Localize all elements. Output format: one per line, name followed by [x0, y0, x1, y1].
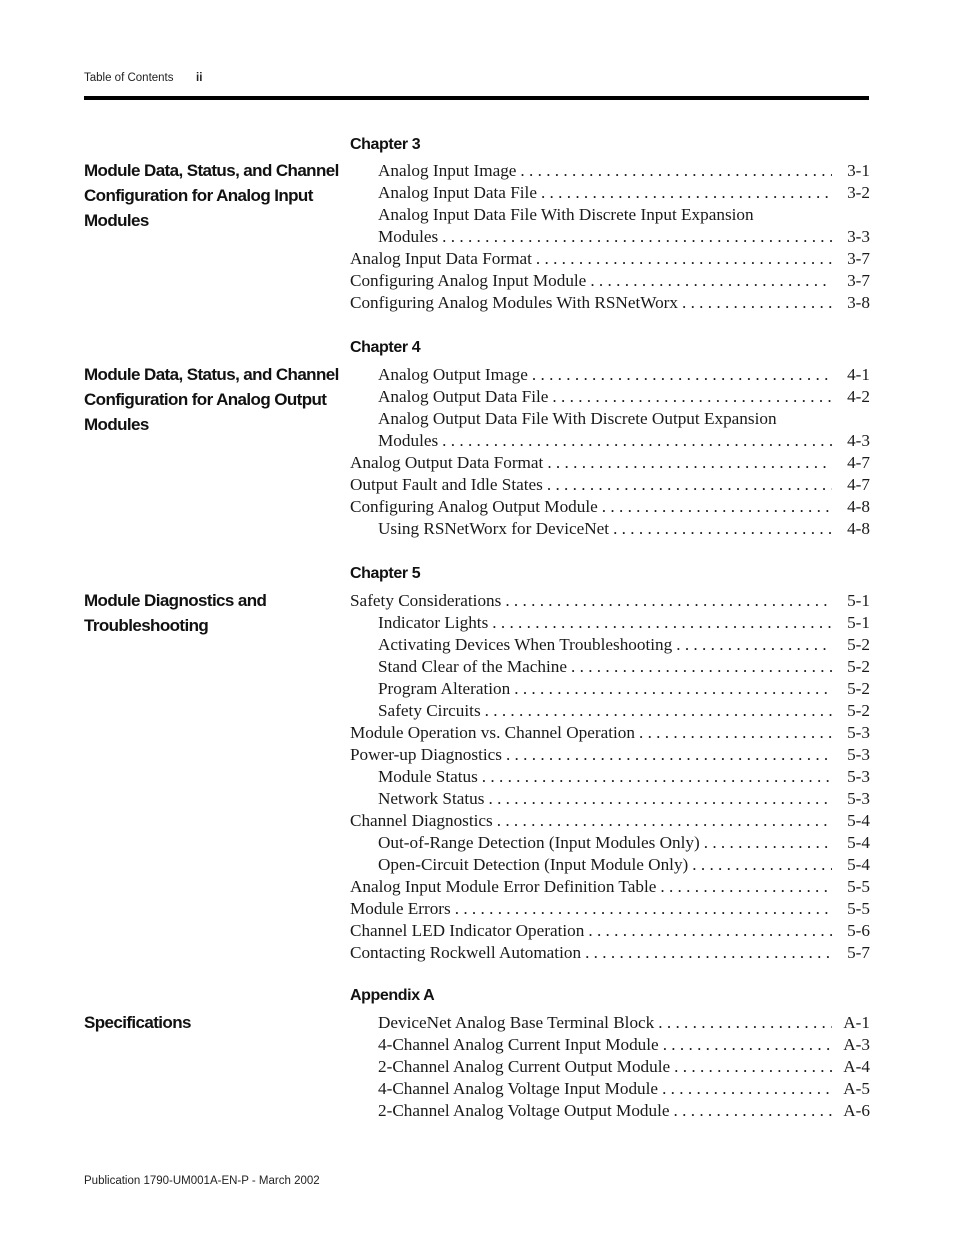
toc-entry-title: Power-up Diagnostics [350, 745, 502, 764]
toc-entry-title: 2-Channel Analog Current Output Module [378, 1057, 671, 1076]
toc-entry[interactable] [350, 386, 870, 408]
toc-entry-page: 5-3 [847, 789, 870, 808]
toc-entry[interactable] [350, 766, 870, 788]
toc-entry-page: 4-7 [847, 475, 870, 494]
toc-entry-title: Module Operation vs. Channel Operation [350, 723, 635, 742]
toc-entry-title: Modules [378, 431, 439, 450]
chapter-5-title: Module Diagnostics and Troubleshooting [84, 591, 267, 635]
toc-entry-title: Modules [378, 227, 439, 246]
dot-leader [552, 386, 832, 408]
toc-entry-title: Open-Circuit Detection (Input Module Only) [378, 855, 689, 874]
toc-entry-page: 5-2 [847, 701, 870, 720]
toc-entry-page: 5-5 [847, 877, 870, 896]
dot-leader [488, 788, 832, 810]
toc-entry-title: Program Alteration [378, 679, 511, 698]
toc-entry-page: 4-2 [847, 387, 870, 406]
toc-entry-title: Output Fault and Idle States [350, 475, 543, 494]
dot-leader [692, 854, 832, 876]
chapter-3-title: Module Data, Status, and Channel Configuration for Analog Input Modules [84, 161, 339, 230]
toc-entry[interactable] [350, 364, 870, 386]
appendix-a-label: Appendix A [350, 987, 435, 1004]
dot-leader [485, 700, 832, 722]
dot-leader [639, 722, 832, 744]
toc-entry-page: 5-4 [847, 855, 870, 874]
toc-entry-title: Using RSNetWorx for DeviceNet [378, 519, 610, 538]
dot-leader [590, 270, 832, 292]
toc-entry[interactable] [350, 788, 870, 810]
dot-leader [514, 678, 832, 700]
dot-leader [505, 590, 832, 612]
header-page-number: ii [196, 72, 203, 84]
toc-entry-title: 2-Channel Analog Voltage Output Module [378, 1101, 670, 1120]
toc-entry[interactable] [350, 160, 870, 182]
toc-entry-title: Activating Devices When Troubleshooting [378, 635, 673, 654]
toc-entry[interactable] [350, 518, 870, 540]
toc-entry[interactable] [350, 430, 870, 452]
toc-entry-title: Analog Output Data Format [350, 453, 544, 472]
dot-leader [674, 1100, 832, 1122]
toc-entry[interactable] [350, 744, 870, 766]
chapter-3-label: Chapter 3 [350, 136, 421, 153]
chapter-4-label: Chapter 4 [350, 339, 421, 356]
toc-entry-page: 3-2 [847, 183, 870, 202]
toc-entry-page: 4-8 [847, 497, 870, 516]
toc-entry[interactable] [350, 590, 870, 612]
toc-entry[interactable] [350, 722, 870, 744]
dot-leader [442, 430, 832, 452]
toc-entry-title: Analog Input Data File With Discrete Input Expansion [378, 205, 754, 224]
chapter-3-entries [350, 160, 870, 314]
dot-leader [588, 920, 832, 942]
toc-entry-page: 5-2 [847, 657, 870, 676]
toc-entry[interactable] [350, 634, 870, 656]
dot-leader [585, 942, 832, 964]
toc-entry-page: 5-6 [847, 921, 870, 940]
toc-entry[interactable] [350, 1056, 870, 1078]
dot-leader [547, 452, 832, 474]
toc-entry-title: Safety Considerations [350, 591, 502, 610]
toc-entry-title: Analog Input Data Format [350, 249, 532, 268]
toc-entry-page: 5-5 [847, 899, 870, 918]
toc-entry[interactable] [350, 656, 870, 678]
toc-entry-title: Channel LED Indicator Operation [350, 921, 585, 940]
toc-entry[interactable] [350, 474, 870, 496]
toc-entry[interactable] [350, 942, 870, 964]
toc-entry-title: Out-of-Range Detection (Input Modules Only) [378, 833, 700, 852]
dot-leader [674, 1056, 832, 1078]
toc-entry[interactable] [350, 1078, 870, 1100]
toc-entry[interactable] [350, 204, 870, 226]
toc-entry-page: 5-1 [847, 613, 870, 632]
appendix-a-entries [350, 1012, 870, 1122]
dot-leader [492, 612, 832, 634]
toc-entry[interactable] [350, 452, 870, 474]
toc-entry-title: Analog Input Module Error Definition Table [350, 877, 657, 896]
toc-entry-page: 4-3 [847, 431, 870, 450]
dot-leader [532, 364, 832, 386]
toc-entry-title: Contacting Rockwell Automation [350, 943, 582, 962]
toc-entry-title: Module Status [378, 767, 478, 786]
dot-leader [662, 1078, 832, 1100]
toc-entry-page: A-4 [843, 1057, 870, 1076]
toc-entry[interactable] [350, 810, 870, 832]
toc-entry-title: Analog Output Data File [378, 387, 549, 406]
toc-entry[interactable] [350, 898, 870, 920]
toc-entry-page: 3-1 [847, 161, 870, 180]
toc-entry-page: 5-2 [847, 679, 870, 698]
toc-entry-title: Channel Diagnostics [350, 811, 493, 830]
toc-entry[interactable] [350, 292, 870, 314]
toc-entry-title: Network Status [378, 789, 485, 808]
toc-entry-page: 5-4 [847, 811, 870, 830]
toc-entry[interactable] [350, 226, 870, 248]
dot-leader [506, 744, 832, 766]
toc-entry-title: Configuring Analog Input Module [350, 271, 587, 290]
chapter-4-entries [350, 364, 870, 540]
toc-entry-page: 3-8 [847, 293, 870, 312]
toc-entry-title: Indicator Lights [378, 613, 489, 632]
toc-entry-page: A-3 [843, 1035, 870, 1054]
toc-entry[interactable] [350, 182, 870, 204]
toc-entry[interactable] [350, 920, 870, 942]
dot-leader [455, 898, 832, 920]
dot-leader [658, 1012, 832, 1034]
dot-leader [704, 832, 832, 854]
toc-entry[interactable] [350, 248, 870, 270]
dot-leader [676, 634, 832, 656]
toc-entry[interactable] [350, 1034, 870, 1056]
toc-entry-page: 5-1 [847, 591, 870, 610]
dot-leader [663, 1034, 832, 1056]
toc-entry-page: 3-7 [847, 249, 870, 268]
header-section: Table of Contents [84, 72, 174, 84]
toc-entry[interactable] [350, 876, 870, 898]
toc-entry-title: Stand Clear of the Machine [378, 657, 568, 676]
dot-leader [520, 160, 832, 182]
toc-entry-page: 5-2 [847, 635, 870, 654]
toc-entry-title: Analog Input Image [378, 161, 517, 180]
toc-entry-page: 5-7 [847, 943, 870, 962]
dot-leader [547, 474, 832, 496]
chapter-5-entries [350, 590, 870, 964]
toc-entry-page: 5-3 [847, 745, 870, 764]
toc-entry-page: A-5 [843, 1079, 870, 1098]
dot-leader [571, 656, 832, 678]
toc-entry[interactable] [350, 854, 870, 876]
toc-entry-title: Module Errors [350, 899, 451, 918]
toc-entry-title: Safety Circuits [378, 701, 481, 720]
toc-entry-page: 4-8 [847, 519, 870, 538]
toc-entry-title: 4-Channel Analog Current Input Module [378, 1035, 659, 1054]
toc-entry[interactable] [350, 832, 870, 854]
appendix-a-title: Specifications [84, 1013, 191, 1032]
dot-leader [442, 226, 832, 248]
toc-entry-page: 3-7 [847, 271, 870, 290]
publication-footer: Publication 1790-UM001A-EN-P - March 2002 [84, 1175, 320, 1187]
toc-entry[interactable] [350, 1100, 870, 1122]
dot-leader [660, 876, 832, 898]
toc-entry-page: 4-1 [847, 365, 870, 384]
toc-entry-page: 5-3 [847, 767, 870, 786]
dot-leader [541, 182, 832, 204]
toc-entry-title: 4-Channel Analog Voltage Input Module [378, 1079, 659, 1098]
chapter-5-label: Chapter 5 [350, 565, 421, 582]
dot-leader [682, 292, 832, 314]
toc-entry[interactable] [350, 612, 870, 634]
toc-entry-page: 4-7 [847, 453, 870, 472]
dot-leader [613, 518, 832, 540]
chapter-4-title: Module Data, Status, and Channel Configuration for Analog Output Modules [84, 365, 339, 434]
toc-entry-title: DeviceNet Analog Base Terminal Block [378, 1013, 655, 1032]
dot-leader [482, 766, 832, 788]
toc-entry-page: 3-3 [847, 227, 870, 246]
toc-entry-page: A-1 [843, 1013, 870, 1032]
dot-leader [602, 496, 832, 518]
toc-entry[interactable] [350, 270, 870, 292]
header-rule [84, 96, 869, 100]
toc-entry-title: Analog Output Data File With Discrete Output Expansion [378, 409, 777, 428]
toc-entry-page: 5-4 [847, 833, 870, 852]
toc-entry-title: Configuring Analog Modules With RSNetWorx [350, 293, 678, 312]
dot-leader [497, 810, 832, 832]
dot-leader [536, 248, 832, 270]
toc-entry[interactable] [350, 700, 870, 722]
toc-entry-title: Analog Output Image [378, 365, 528, 384]
toc-entry-title: Configuring Analog Output Module [350, 497, 598, 516]
toc-entry[interactable] [350, 678, 870, 700]
toc-entry-title: Analog Input Data File [378, 183, 537, 202]
toc-entry[interactable] [350, 408, 870, 430]
toc-entry-page: A-6 [843, 1101, 870, 1120]
toc-entry[interactable] [350, 1012, 870, 1034]
toc-entry-page: 5-3 [847, 723, 870, 742]
toc-entry[interactable] [350, 496, 870, 518]
